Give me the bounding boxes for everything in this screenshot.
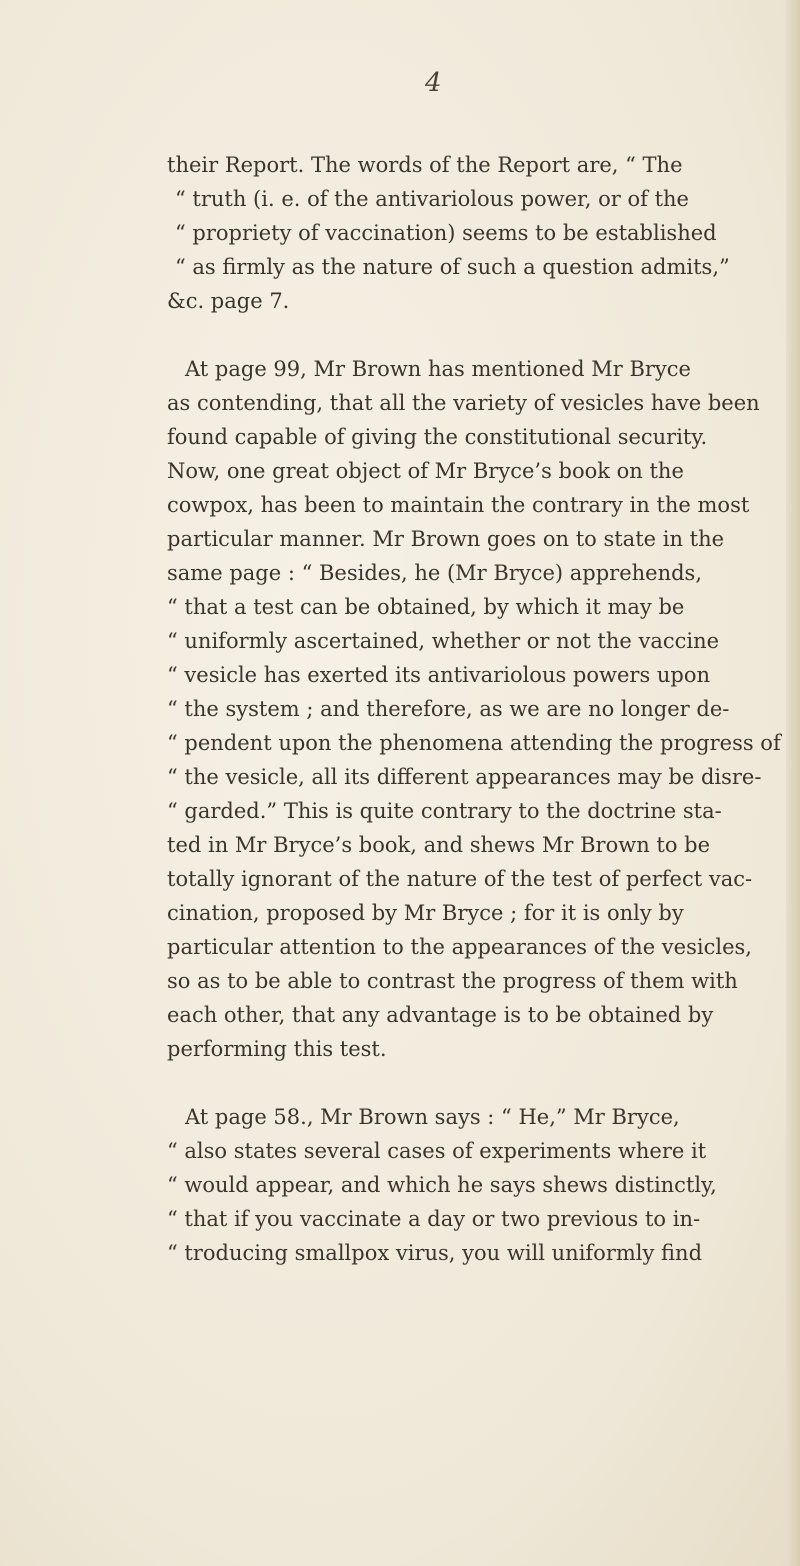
text-line: each other, that any advantage is to be obtained by [167, 1003, 714, 1027]
paragraph-gap [167, 1066, 777, 1100]
body-text [167, 148, 781, 1270]
text-line: At page 99, Mr Brown has mentioned Mr Bryce [185, 357, 691, 381]
text-line: “ propriety of vaccination) seems to be established [175, 221, 717, 245]
text-line: “ truth (i. e. of the antivariolous power, or of the [175, 187, 689, 211]
text-line: Now, one great object of Mr Bryce’s book on the [167, 459, 684, 483]
text-line: so as to be able to contrast the progress of them with [167, 969, 738, 993]
text-line: “ also states several cases of experiments where it [167, 1139, 707, 1163]
text-line: performing this test. [167, 1037, 387, 1061]
text-line: as contending, that all the variety of vesicles have been [167, 391, 760, 415]
text-line: “ as firmly as the nature of such a question admits,” [175, 255, 730, 279]
text-line: their Report. The words of the Report are, “ The [167, 153, 683, 177]
text-line: totally ignorant of the nature of the test of perfect vac- [167, 867, 753, 891]
text-line: particular attention to the appearances of the vesicles, [167, 935, 752, 959]
text-line: same page : “ Besides, he (Mr Bryce) apprehends, [167, 561, 703, 585]
text-line: “ garded.” This is quite contrary to the doctrine sta- [167, 799, 722, 823]
text-line: “ uniformly ascertained, whether or not the vaccine [167, 629, 720, 653]
text-line: “ the system ; and therefore, as we are no longer de- [167, 697, 730, 721]
text-line: “ would appear, and which he says shews distinctly, [167, 1173, 717, 1197]
text-line: cowpox, has been to maintain the contrary in the most [167, 493, 750, 517]
text-line: “ pendent upon the phenomena attending the progress of [167, 731, 781, 755]
page-number: 4 [425, 68, 442, 98]
text-line: “ vesicle has exerted its antivariolous powers upon [167, 663, 711, 687]
text-line: cination, proposed by Mr Bryce ; for it is only by [167, 901, 684, 925]
text-line: found capable of giving the constitutional security. [167, 425, 708, 449]
text-line: “ that a test can be obtained, by which it may be [167, 595, 685, 619]
text-line: &c. page 7. [167, 289, 290, 313]
text-line: “ the vesicle, all its different appearances may be disre- [167, 765, 762, 789]
text-line: ted in Mr Bryce’s book, and shews Mr Brown to be [167, 833, 711, 857]
text-line: “ troducing smallpox virus, you will uniformly find [167, 1241, 703, 1265]
text-line: particular manner. Mr Brown goes on to state in the [167, 527, 725, 551]
page-edge-shadow [786, 0, 800, 1566]
text-line: “ that if you vaccinate a day or two previous to in- [167, 1207, 701, 1231]
text-line: At page 58., Mr Brown says : “ He,” Mr Bryce, [185, 1105, 680, 1129]
paragraph-gap [167, 318, 777, 352]
